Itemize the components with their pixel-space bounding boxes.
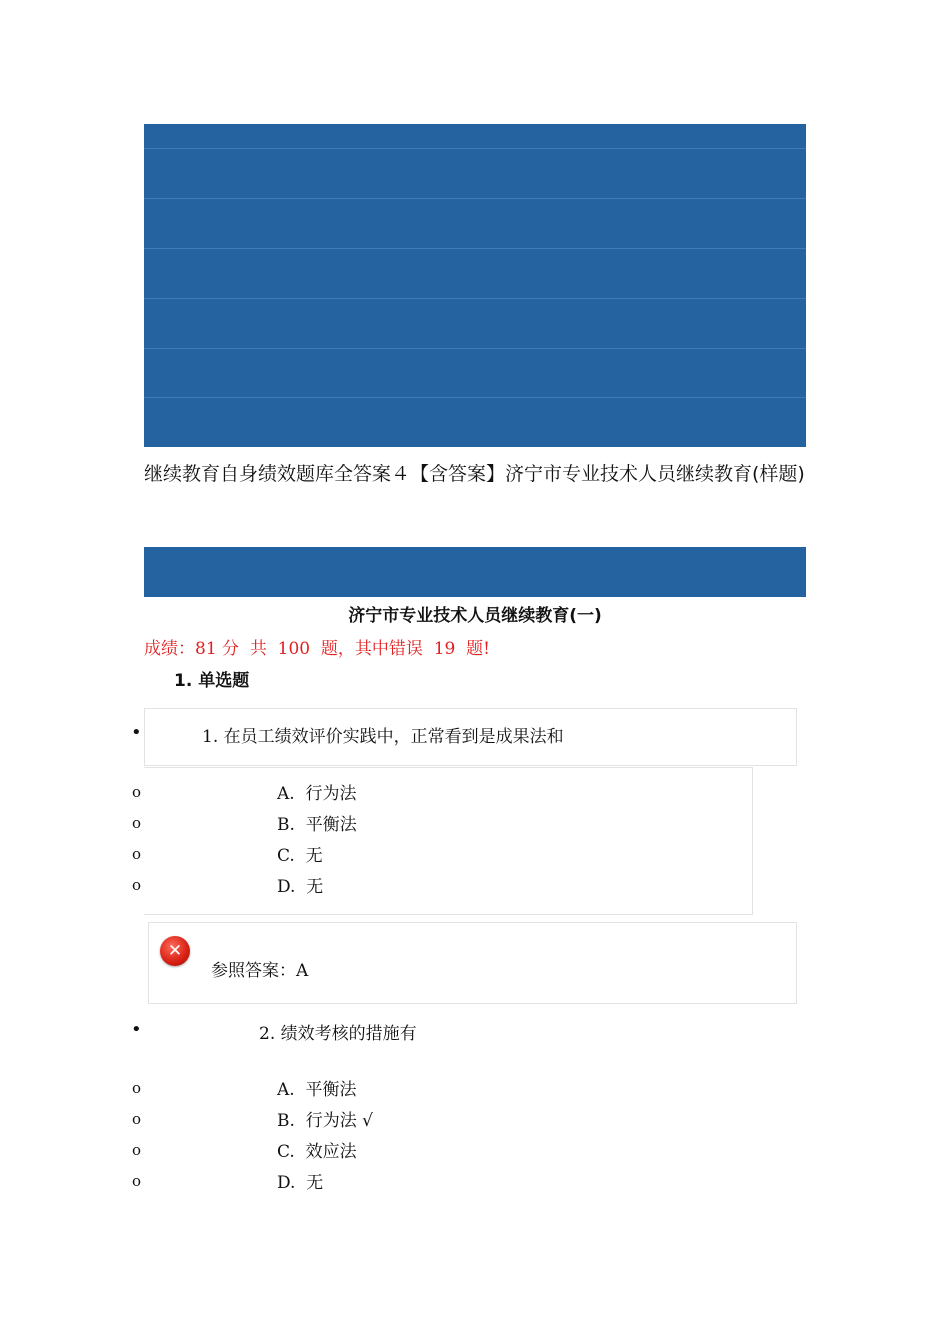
section-banner (144, 547, 806, 597)
option-a[interactable]: A. 平衡法 (277, 1080, 357, 1100)
option-b[interactable]: B. 平衡法 (277, 815, 357, 835)
error-icon: ✕ (160, 936, 190, 966)
option-marker: o (132, 845, 142, 863)
page-heading: 济宁市专业技术人员继续教育(一) (348, 606, 602, 626)
option-marker: o (132, 814, 142, 832)
option-marker: o (132, 1172, 142, 1190)
banner-divider (144, 248, 806, 249)
score-summary: 成绩：81 分 共 100 题，其中错误 19 题! (144, 639, 490, 659)
question-text: 2. 绩效考核的措施有 (259, 1024, 417, 1044)
option-marker: o (132, 1110, 142, 1128)
banner-divider (144, 198, 806, 199)
question-bullet: • (131, 722, 142, 743)
options-box (144, 767, 753, 915)
option-c[interactable]: C. 无 (277, 846, 323, 866)
option-marker: o (132, 1079, 142, 1097)
banner-divider (144, 397, 806, 398)
question-text: 1. 在员工绩效评价实践中，正常看到是成果法和 (202, 727, 564, 747)
reference-answer: 参照答案：A (211, 961, 309, 981)
option-marker: o (132, 876, 142, 894)
option-d[interactable]: D. 无 (277, 877, 324, 897)
banner-divider (144, 348, 806, 349)
document-title: 继续教育自身绩效题库全答案４【含答案】济宁市专业技术人员继续教育(样题) (144, 463, 805, 485)
header-banner (144, 124, 806, 447)
option-d[interactable]: D. 无 (277, 1173, 324, 1193)
banner-divider (144, 148, 806, 149)
option-marker: o (132, 1141, 142, 1159)
option-c[interactable]: C. 效应法 (277, 1142, 357, 1162)
section-label: 1. 单选题 (174, 671, 250, 691)
question-bullet: • (131, 1019, 142, 1040)
option-a[interactable]: A. 行为法 (277, 784, 357, 804)
option-b[interactable]: B. 行为法 √ (277, 1111, 373, 1131)
option-marker: o (132, 783, 142, 801)
banner-divider (144, 298, 806, 299)
